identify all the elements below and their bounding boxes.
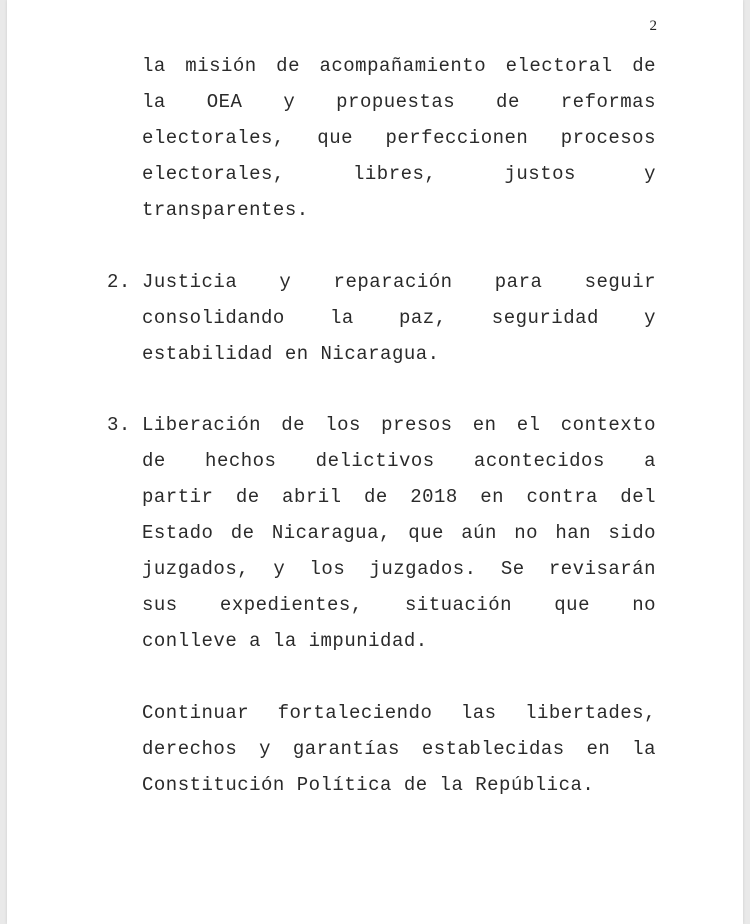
list-item-line: estabilidad en Nicaragua.: [142, 343, 440, 365]
paragraph-line: Continuar fortaleciendo las libertades,: [142, 702, 656, 724]
list-item-line: conlleve a la impunidad.: [142, 630, 428, 652]
paragraph-line: la misión de acompañamiento electoral de: [142, 55, 656, 77]
list-item-line: Estado de Nicaragua, que aún no han sido: [142, 522, 656, 544]
list-item-line: consolidando la paz, seguridad y: [142, 307, 656, 329]
list-item-line: Liberación de los presos en el contexto: [142, 414, 656, 436]
list-item-line: Justicia y reparación para seguir: [142, 271, 656, 293]
list-item-line: sus expedientes, situación que no: [142, 594, 656, 616]
page-number: 2: [649, 18, 657, 34]
paragraph-line: Constitución Política de la República.: [142, 774, 595, 796]
list-number: 2.: [107, 271, 131, 293]
list-item-line: juzgados, y los juzgados. Se revisarán: [142, 558, 656, 580]
paragraph-line: derechos y garantías establecidas en la: [142, 738, 656, 760]
document-page: [7, 0, 743, 924]
paragraph-line: electorales, que perfeccionen procesos: [142, 127, 656, 149]
paragraph-line: transparentes.: [142, 199, 309, 221]
list-number: 3.: [107, 414, 131, 436]
list-item-line: partir de abril de 2018 en contra del: [142, 486, 656, 508]
list-item-line: de hechos delictivos acontecidos a: [142, 450, 656, 472]
paragraph-line: electorales, libres, justos y: [142, 163, 656, 185]
paragraph-line: la OEA y propuestas de reformas: [142, 91, 656, 113]
